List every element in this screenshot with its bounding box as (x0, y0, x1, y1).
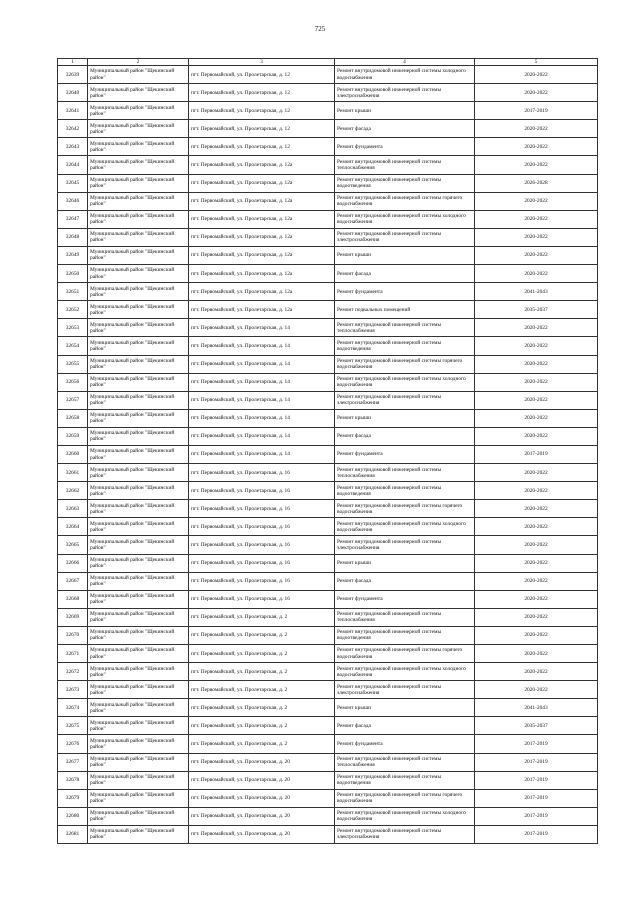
row-number: 32650 (58, 265, 88, 283)
municipal-district: Муниципальный район "Щекинский район" (88, 789, 189, 807)
table-row (58, 228, 598, 246)
house-address: пгт. Первомайский, ул. Пролетарская, д. 2 (189, 626, 335, 644)
repair-schedule-table (57, 58, 598, 844)
planned-period: 2020-2022 (475, 210, 598, 228)
work-type: Ремонт внутридомовой инженерной системы холодного водоснабжения (335, 518, 475, 536)
planned-period: 2035-2037 (475, 301, 598, 319)
house-address: пгт. Первомайский, ул. Пролетарская, д. 16 (189, 464, 335, 482)
row-number: 32657 (58, 391, 88, 409)
house-address: пгт. Первомайский, ул. Пролетарская, д. 12 (189, 102, 335, 120)
municipal-district: Муниципальный район "Щекинский район" (88, 66, 189, 84)
house-address: пгт. Первомайский, ул. Пролетарская, д. 14 (189, 427, 335, 445)
work-type: Ремонт фундамента (335, 735, 475, 753)
row-number: 32640 (58, 84, 88, 102)
row-number: 32647 (58, 210, 88, 228)
municipal-district: Муниципальный район "Щекинский район" (88, 554, 189, 572)
municipal-district: Муниципальный район "Щекинский район" (88, 246, 189, 264)
house-address: пгт. Первомайский, ул. Пролетарская, д. 12а (189, 283, 335, 301)
row-number: 32651 (58, 283, 88, 301)
table-row (58, 807, 598, 825)
house-address: пгт. Первомайский, ул. Пролетарская, д. 14 (189, 355, 335, 373)
planned-period: 2020-2022 (475, 554, 598, 572)
row-number: 32677 (58, 753, 88, 771)
house-address: пгт. Первомайский, ул. Пролетарская, д. 20 (189, 771, 335, 789)
work-type: Ремонт фасада (335, 717, 475, 735)
table-row (58, 771, 598, 789)
table-row (58, 735, 598, 753)
house-address: пгт. Первомайский, ул. Пролетарская, д. 16 (189, 482, 335, 500)
planned-period: 2017-2019 (475, 445, 598, 463)
municipal-district: Муниципальный район "Щекинский район" (88, 590, 189, 608)
house-address: пгт. Первомайский, ул. Пролетарская, д. 12 (189, 138, 335, 156)
planned-period: 2020-2022 (475, 626, 598, 644)
house-address: пгт. Первомайский, ул. Пролетарская, д. 12 (189, 84, 335, 102)
work-type: Ремонт крыши (335, 699, 475, 717)
house-address: пгт. Первомайский, ул. Пролетарская, д. 2 (189, 735, 335, 753)
municipal-district: Муниципальный район "Щекинский район" (88, 626, 189, 644)
table-row (58, 825, 598, 843)
row-number: 32659 (58, 427, 88, 445)
planned-period: 2035-2037 (475, 717, 598, 735)
planned-period: 2017-2019 (475, 753, 598, 771)
work-type: Ремонт внутридомовой инженерной системы водоотведения (335, 482, 475, 500)
row-number: 32668 (58, 590, 88, 608)
row-number: 32655 (58, 355, 88, 373)
table-row (58, 608, 598, 626)
house-address: пгт. Первомайский, ул. Пролетарская, д. 16 (189, 572, 335, 590)
planned-period: 2026-2028 (475, 174, 598, 192)
work-type: Ремонт внутридомовой инженерной системы теплоснабжения (335, 608, 475, 626)
table-row (58, 663, 598, 681)
work-type: Ремонт фундамента (335, 590, 475, 608)
table-row (58, 536, 598, 554)
planned-period: 2020-2022 (475, 66, 598, 84)
planned-period: 2017-2019 (475, 771, 598, 789)
work-type: Ремонт внутридомовой инженерной системы электроснабжения (335, 825, 475, 843)
work-type: Ремонт внутридомовой инженерной системы горячего водоснабжения (335, 500, 475, 518)
municipal-district: Муниципальный район "Щекинский район" (88, 409, 189, 427)
table-row (58, 482, 598, 500)
municipal-district: Муниципальный район "Щекинский район" (88, 301, 189, 319)
house-address: пгт. Первомайский, ул. Пролетарская, д. 2 (189, 663, 335, 681)
work-type: Ремонт внутридомовой инженерной системы электроснабжения (335, 391, 475, 409)
house-address: пгт. Первомайский, ул. Пролетарская, д. 12а (189, 210, 335, 228)
work-type: Ремонт крыши (335, 102, 475, 120)
table-row (58, 717, 598, 735)
table-row (58, 84, 598, 102)
column-number-4: 4 (335, 59, 475, 66)
table-row (58, 355, 598, 373)
table-row (58, 518, 598, 536)
planned-period: 2020-2022 (475, 138, 598, 156)
house-address: пгт. Первомайский, ул. Пролетарская, д. 14 (189, 373, 335, 391)
row-number: 32674 (58, 699, 88, 717)
table-row (58, 409, 598, 427)
house-address: пгт. Первомайский, ул. Пролетарская, д. 14 (189, 391, 335, 409)
house-address: пгт. Первомайский, ул. Пролетарская, д. 12а (189, 301, 335, 319)
work-type: Ремонт внутридомовой инженерной системы электроснабжения (335, 228, 475, 246)
table-row (58, 319, 598, 337)
house-address: пгт. Первомайский, ул. Пролетарская, д. 14 (189, 319, 335, 337)
work-type: Ремонт внутридомовой инженерной системы горячего водоснабжения (335, 355, 475, 373)
municipal-district: Муниципальный район "Щекинский район" (88, 192, 189, 210)
municipal-district: Муниципальный район "Щекинский район" (88, 228, 189, 246)
row-number: 32670 (58, 626, 88, 644)
work-type: Ремонт внутридомовой инженерной системы теплоснабжения (335, 753, 475, 771)
table-row (58, 753, 598, 771)
planned-period: 2020-2022 (475, 228, 598, 246)
municipal-district: Муниципальный район "Щекинский район" (88, 771, 189, 789)
house-address: пгт. Первомайский, ул. Пролетарская, д. 16 (189, 590, 335, 608)
planned-period: 2020-2022 (475, 427, 598, 445)
planned-period: 2020-2022 (475, 265, 598, 283)
work-type: Ремонт внутридомовой инженерной системы электроснабжения (335, 681, 475, 699)
planned-period: 2017-2019 (475, 807, 598, 825)
row-number: 32672 (58, 663, 88, 681)
planned-period: 2041-2043 (475, 283, 598, 301)
table-row (58, 138, 598, 156)
municipal-district: Муниципальный район "Щекинский район" (88, 283, 189, 301)
table-row (58, 246, 598, 264)
planned-period: 2017-2019 (475, 789, 598, 807)
work-type: Ремонт внутридомовой инженерной системы холодного водоснабжения (335, 663, 475, 681)
work-type: Ремонт внутридомовой инженерной системы водоотведения (335, 174, 475, 192)
row-number: 32654 (58, 337, 88, 355)
house-address: пгт. Первомайский, ул. Пролетарская, д. 12а (189, 265, 335, 283)
work-type: Ремонт внутридомовой инженерной системы электроснабжения (335, 536, 475, 554)
row-number: 32645 (58, 174, 88, 192)
table-row (58, 265, 598, 283)
planned-period: 2017-2019 (475, 102, 598, 120)
page-number: 725 (314, 25, 326, 33)
row-number: 32676 (58, 735, 88, 753)
work-type: Ремонт внутридомовой инженерной системы теплоснабжения (335, 319, 475, 337)
house-address: пгт. Первомайский, ул. Пролетарская, д. 12 (189, 66, 335, 84)
work-type: Ремонт фасада (335, 572, 475, 590)
work-type: Ремонт крыши (335, 554, 475, 572)
planned-period: 2020-2022 (475, 663, 598, 681)
planned-period: 2020-2022 (475, 482, 598, 500)
row-number: 32646 (58, 192, 88, 210)
work-type: Ремонт внутридомовой инженерной системы электроснабжения (335, 84, 475, 102)
municipal-district: Муниципальный район "Щекинский район" (88, 663, 189, 681)
municipal-district: Муниципальный район "Щекинский район" (88, 608, 189, 626)
table-row (58, 337, 598, 355)
planned-period: 2017-2019 (475, 735, 598, 753)
municipal-district: Муниципальный район "Щекинский район" (88, 265, 189, 283)
planned-period: 2020-2022 (475, 464, 598, 482)
house-address: пгт. Первомайский, ул. Пролетарская, д. 16 (189, 554, 335, 572)
row-number: 32669 (58, 608, 88, 626)
table-row (58, 681, 598, 699)
row-number: 32656 (58, 373, 88, 391)
municipal-district: Муниципальный район "Щекинский район" (88, 825, 189, 843)
table-row (58, 102, 598, 120)
work-type: Ремонт внутридомовой инженерной системы горячего водоснабжения (335, 645, 475, 663)
house-address: пгт. Первомайский, ул. Пролетарская, д. 2 (189, 681, 335, 699)
row-number: 32666 (58, 554, 88, 572)
row-number: 32665 (58, 536, 88, 554)
work-type: Ремонт крыши (335, 409, 475, 427)
planned-period: 2017-2019 (475, 825, 598, 843)
table-row (58, 626, 598, 644)
row-number: 32644 (58, 156, 88, 174)
house-address: пгт. Первомайский, ул. Пролетарская, д. 12 (189, 120, 335, 138)
work-type: Ремонт внутридомовой инженерной системы водоотведения (335, 626, 475, 644)
work-type: Ремонт подвальных помещений (335, 301, 475, 319)
house-address: пгт. Первомайский, ул. Пролетарская, д. 12а (189, 156, 335, 174)
municipal-district: Муниципальный район "Щекинский район" (88, 807, 189, 825)
planned-period: 2020-2022 (475, 608, 598, 626)
municipal-district: Муниципальный район "Щекинский район" (88, 753, 189, 771)
work-type: Ремонт внутридомовой инженерной системы водоотведения (335, 337, 475, 355)
municipal-district: Муниципальный район "Щекинский район" (88, 536, 189, 554)
municipal-district: Муниципальный район "Щекинский район" (88, 210, 189, 228)
column-number-row (58, 59, 598, 66)
municipal-district: Муниципальный район "Щекинский район" (88, 391, 189, 409)
house-address: пгт. Первомайский, ул. Пролетарская, д. 20 (189, 825, 335, 843)
row-number: 32649 (58, 246, 88, 264)
house-address: пгт. Первомайский, ул. Пролетарская, д. 12а (189, 246, 335, 264)
work-type: Ремонт внутридомовой инженерной системы теплоснабжения (335, 464, 475, 482)
planned-period: 2020-2022 (475, 391, 598, 409)
work-type: Ремонт внутридомовой инженерной системы холодного водоснабжения (335, 66, 475, 84)
municipal-district: Муниципальный район "Щекинский район" (88, 138, 189, 156)
row-number: 32642 (58, 120, 88, 138)
planned-period: 2020-2022 (475, 681, 598, 699)
row-number: 32648 (58, 228, 88, 246)
house-address: пгт. Первомайский, ул. Пролетарская, д. 20 (189, 789, 335, 807)
table-row (58, 66, 598, 84)
column-number-5: 5 (475, 59, 598, 66)
table-row (58, 645, 598, 663)
house-address: пгт. Первомайский, ул. Пролетарская, д. 12а (189, 228, 335, 246)
planned-period: 2020-2022 (475, 192, 598, 210)
column-number-3: 3 (189, 59, 335, 66)
municipal-district: Муниципальный район "Щекинский район" (88, 645, 189, 663)
municipal-district: Муниципальный район "Щекинский район" (88, 337, 189, 355)
municipal-district: Муниципальный район "Щекинский район" (88, 735, 189, 753)
municipal-district: Муниципальный район "Щекинский район" (88, 518, 189, 536)
house-address: пгт. Первомайский, ул. Пролетарская, д. 12а (189, 174, 335, 192)
municipal-district: Муниципальный район "Щекинский район" (88, 427, 189, 445)
planned-period: 2041-2043 (475, 699, 598, 717)
municipal-district: Муниципальный район "Щекинский район" (88, 355, 189, 373)
table-row (58, 391, 598, 409)
planned-period: 2020-2022 (475, 84, 598, 102)
row-number: 32660 (58, 445, 88, 463)
row-number: 32671 (58, 645, 88, 663)
house-address: пгт. Первомайский, ул. Пролетарская, д. 2 (189, 645, 335, 663)
house-address: пгт. Первомайский, ул. Пролетарская, д. 16 (189, 536, 335, 554)
work-type: Ремонт фундамента (335, 445, 475, 463)
municipal-district: Муниципальный район "Щекинский район" (88, 681, 189, 699)
table-row (58, 464, 598, 482)
municipal-district: Муниципальный район "Щекинский район" (88, 572, 189, 590)
row-number: 32667 (58, 572, 88, 590)
table-row (58, 283, 598, 301)
house-address: пгт. Первомайский, ул. Пролетарская, д. 2 (189, 717, 335, 735)
table-row (58, 500, 598, 518)
municipal-district: Муниципальный район "Щекинский район" (88, 102, 189, 120)
house-address: пгт. Первомайский, ул. Пролетарская, д. 16 (189, 500, 335, 518)
table-row (58, 192, 598, 210)
municipal-district: Муниципальный район "Щекинский район" (88, 319, 189, 337)
table-row (58, 554, 598, 572)
column-number-1: 1 (58, 59, 88, 66)
municipal-district: Муниципальный район "Щекинский район" (88, 482, 189, 500)
house-address: пгт. Первомайский, ул. Пролетарская, д. 20 (189, 753, 335, 771)
house-address: пгт. Первомайский, ул. Пролетарская, д. 14 (189, 337, 335, 355)
table-row (58, 373, 598, 391)
municipal-district: Муниципальный район "Щекинский район" (88, 699, 189, 717)
house-address: пгт. Первомайский, ул. Пролетарская, д. 14 (189, 445, 335, 463)
work-type: Ремонт фасада (335, 120, 475, 138)
planned-period: 2020-2022 (475, 500, 598, 518)
municipal-district: Муниципальный район "Щекинский район" (88, 717, 189, 735)
row-number: 32664 (58, 518, 88, 536)
work-type: Ремонт фундамента (335, 138, 475, 156)
row-number: 32653 (58, 319, 88, 337)
work-type: Ремонт фасада (335, 427, 475, 445)
house-address: пгт. Первомайский, ул. Пролетарская, д. 2 (189, 699, 335, 717)
work-type: Ремонт внутридомовой инженерной системы холодного водоснабжения (335, 373, 475, 391)
row-number: 32681 (58, 825, 88, 843)
planned-period: 2020-2022 (475, 319, 598, 337)
table-row (58, 210, 598, 228)
municipal-district: Муниципальный район "Щекинский район" (88, 84, 189, 102)
row-number: 32662 (58, 482, 88, 500)
planned-period: 2020-2022 (475, 572, 598, 590)
planned-period: 2020-2022 (475, 355, 598, 373)
planned-period: 2020-2022 (475, 120, 598, 138)
row-number: 32673 (58, 681, 88, 699)
row-number: 32680 (58, 807, 88, 825)
row-number: 32678 (58, 771, 88, 789)
work-type: Ремонт внутридомовой инженерной системы холодного водоснабжения (335, 807, 475, 825)
planned-period: 2020-2022 (475, 373, 598, 391)
row-number: 32663 (58, 500, 88, 518)
planned-period: 2020-2022 (475, 246, 598, 264)
planned-period: 2020-2022 (475, 590, 598, 608)
row-number: 32652 (58, 301, 88, 319)
work-type: Ремонт внутридомовой инженерной системы горячего водоснабжения (335, 789, 475, 807)
municipal-district: Муниципальный район "Щекинский район" (88, 445, 189, 463)
work-type: Ремонт внутридомовой инженерной системы теплоснабжения (335, 156, 475, 174)
table-row (58, 572, 598, 590)
row-number: 32661 (58, 464, 88, 482)
table-row (58, 445, 598, 463)
work-type: Ремонт фасада (335, 265, 475, 283)
work-type: Ремонт внутридомовой инженерной системы водоотведения (335, 771, 475, 789)
column-number-2: 2 (88, 59, 189, 66)
table-row (58, 301, 598, 319)
house-address: пгт. Первомайский, ул. Пролетарская, д. 12а (189, 192, 335, 210)
house-address: пгт. Первомайский, ул. Пролетарская, д. 2 (189, 608, 335, 626)
planned-period: 2020-2022 (475, 518, 598, 536)
planned-period: 2020-2022 (475, 409, 598, 427)
work-type: Ремонт фундамента (335, 283, 475, 301)
municipal-district: Муниципальный район "Щекинский район" (88, 373, 189, 391)
row-number: 32641 (58, 102, 88, 120)
planned-period: 2020-2022 (475, 156, 598, 174)
house-address: пгт. Первомайский, ул. Пролетарская, д. 14 (189, 409, 335, 427)
row-number: 32679 (58, 789, 88, 807)
planned-period: 2020-2022 (475, 645, 598, 663)
table-row (58, 699, 598, 717)
table-row (58, 156, 598, 174)
municipal-district: Муниципальный район "Щекинский район" (88, 464, 189, 482)
table-row (58, 427, 598, 445)
planned-period: 2020-2022 (475, 536, 598, 554)
municipal-district: Муниципальный район "Щекинский район" (88, 174, 189, 192)
table-row (58, 590, 598, 608)
work-type: Ремонт внутридомовой инженерной системы горячего водоснабжения (335, 192, 475, 210)
row-number: 32639 (58, 66, 88, 84)
municipal-district: Муниципальный район "Щекинский район" (88, 120, 189, 138)
house-address: пгт. Первомайский, ул. Пролетарская, д. 16 (189, 518, 335, 536)
row-number: 32675 (58, 717, 88, 735)
work-type: Ремонт внутридомовой инженерной системы холодного водоснабжения (335, 210, 475, 228)
planned-period: 2020-2022 (475, 337, 598, 355)
table-row (58, 174, 598, 192)
row-number: 32658 (58, 409, 88, 427)
row-number: 32643 (58, 138, 88, 156)
municipal-district: Муниципальный район "Щекинский район" (88, 500, 189, 518)
house-address: пгт. Первомайский, ул. Пролетарская, д. 20 (189, 807, 335, 825)
table-row (58, 120, 598, 138)
work-type: Ремонт крыши (335, 246, 475, 264)
table-row (58, 789, 598, 807)
municipal-district: Муниципальный район "Щекинский район" (88, 156, 189, 174)
